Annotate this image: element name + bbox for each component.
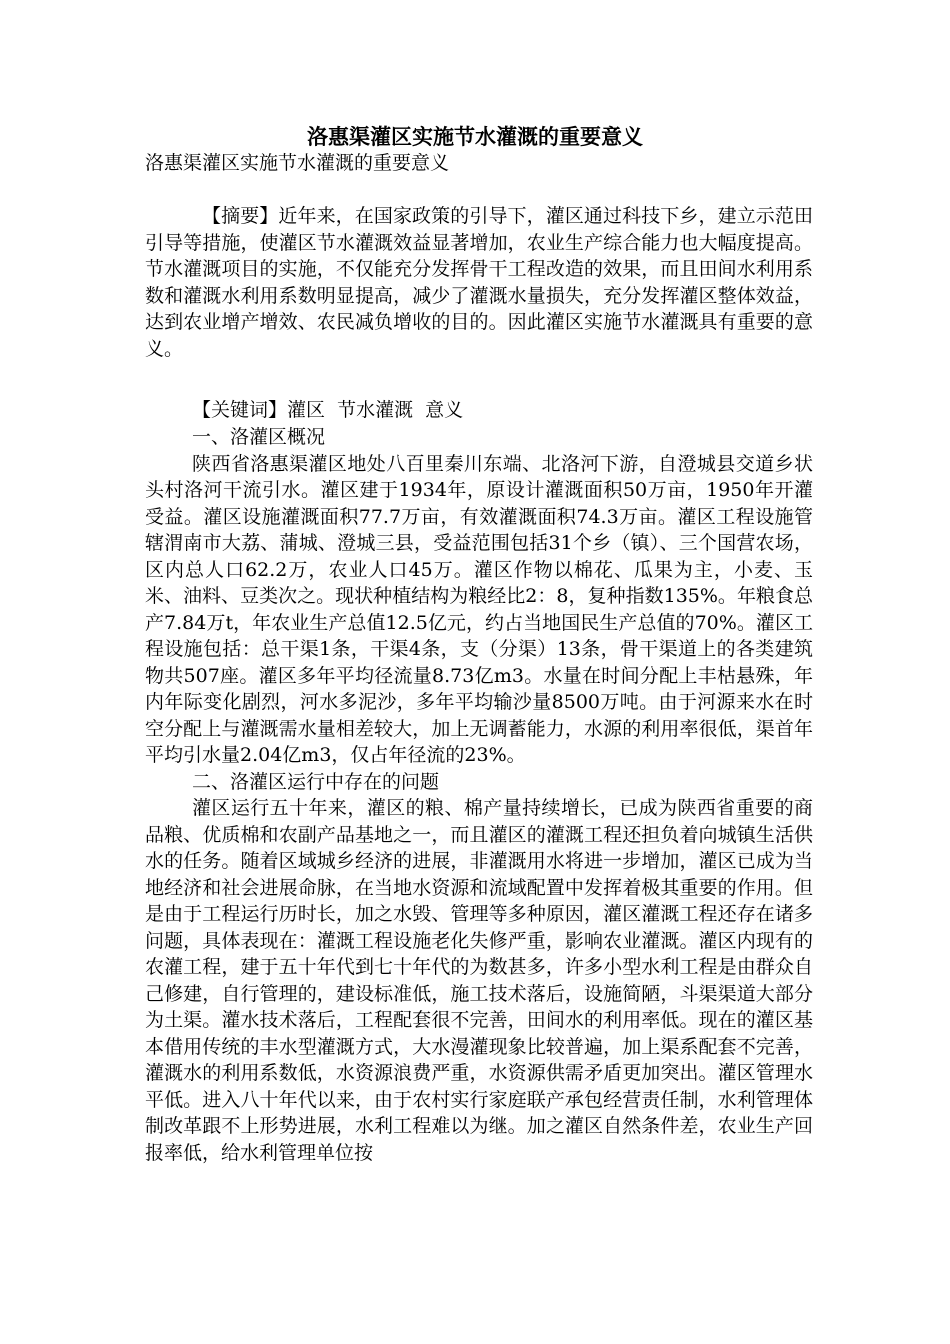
section-paragraph-problems: 灌区运行五十年来，灌区的粮、棉产量持续增长，已成为陕西省重要的商品粮、优质棉和农副产品基地之一，而且灌区的灌溉工程还担负着向城镇生活供水的任务。随着区域城乡经济的进展，非灌溉用水将进一步增加，灌区已成为当地经济和社会进展命脉，在当地水资源和流域配置中发挥着极其重要的作用。但是由于工程运行历时长，加之水毁、管理等多种原因，灌区灌溉工程还存在诸多问题，具体表现在：灌溉工程设施老化失修严重，影响农业灌溉。灌区内现有的农灌工程，建于五十年代到七十年代的为数甚多，许多小型水利工程是由群众自己修建，自行管理的，建设标准低，施工技术落后，设施简陋，斗渠渠道大部分为土渠。灌水技术落后，工程配套很不完善，田间水的利用率低。现在的灌区基本借用传统的丰水型灌溉方式，大水漫灌现象比较普遍，加上渠系配套不完善，灌溉水的利用系数低，水资源浪费严重，水资源供需矛盾更加突出。灌区管理水平低。进入八十年代以来，由于农村实行家庭联产承包经营责任制，水利管理体制改革跟不上形势进展，水利工程难以为继。加之灌区自然条件差，农业生产回报率低，给水利管理单位按 [145,797,813,1164]
document-title: 洛惠渠灌区实施节水灌溉的重要意义 [307,124,643,149]
abstract-paragraph: 【摘要】近年来，在国家政策的引导下，灌区通过科技下乡，建立示范田引导等措施，使灌区节水灌溉效益显著增加，农业生产综合能力也大幅度提高。节水灌溉项目的实施，不仅能充分发挥骨干工程改造的效果，而且田间水利用系数和灌溉水利用系数明显提高，减少了灌溉水量损失，充分发挥灌区整体效益，达到农业增产增效、农民减负增收的目的。因此灌区实施节水灌溉具有重要的意义。 [145,205,813,360]
section-heading-overview: 一、洛灌区概况 [192,426,326,448]
document-body [145,424,813,1166]
section-heading-problems: 二、洛灌区运行中存在的问题 [192,770,440,793]
document-subtitle: 洛惠渠灌区实施节水灌溉的重要意义 [145,152,450,174]
section-paragraph-overview: 陕西省洛惠渠灌区地处八百里秦川东端、北洛河下游，自澄城县交道乡状头村洛河干流引水。灌区建于1934年，原设计灌溉面积50万亩，1950年开灌受益。灌区设施灌溉面积77.7万亩，有效灌溉面积74.3万亩。灌区工程设施管辖渭南市大荔、蒲城、澄城三县，受益范围包括31个乡（镇）、三个国营农场，区内总人口62.2万，农业人口45万。灌区作物以棉花、瓜果为主，小麦、玉米、油料、豆类次之。现状种植结构为粮经比2：8，复种指数135%。年粮食总产7.84万t，年农业生产总值12.5亿元，约占当地国民生产总值的70%。灌区工程设施包括：总干渠1条，干渠4条，支（分渠）13条，骨干渠道上的各类建筑物共507座。灌区多年平均径流量8.73亿m3。水量在时间分配上丰枯悬殊，年内年际变化剧烈，河水多泥沙，多年平均输沙量8500万吨。由于河源来水在时空分配上与灌溉需水量相差较大，加上无调蓄能力，水源的利用率很低，渠首年平均引水量2.04亿m3，仅占年径流的23%。 [145,452,813,766]
keywords-line: 【关键词】灌区 节水灌溉 意义 [192,399,464,421]
